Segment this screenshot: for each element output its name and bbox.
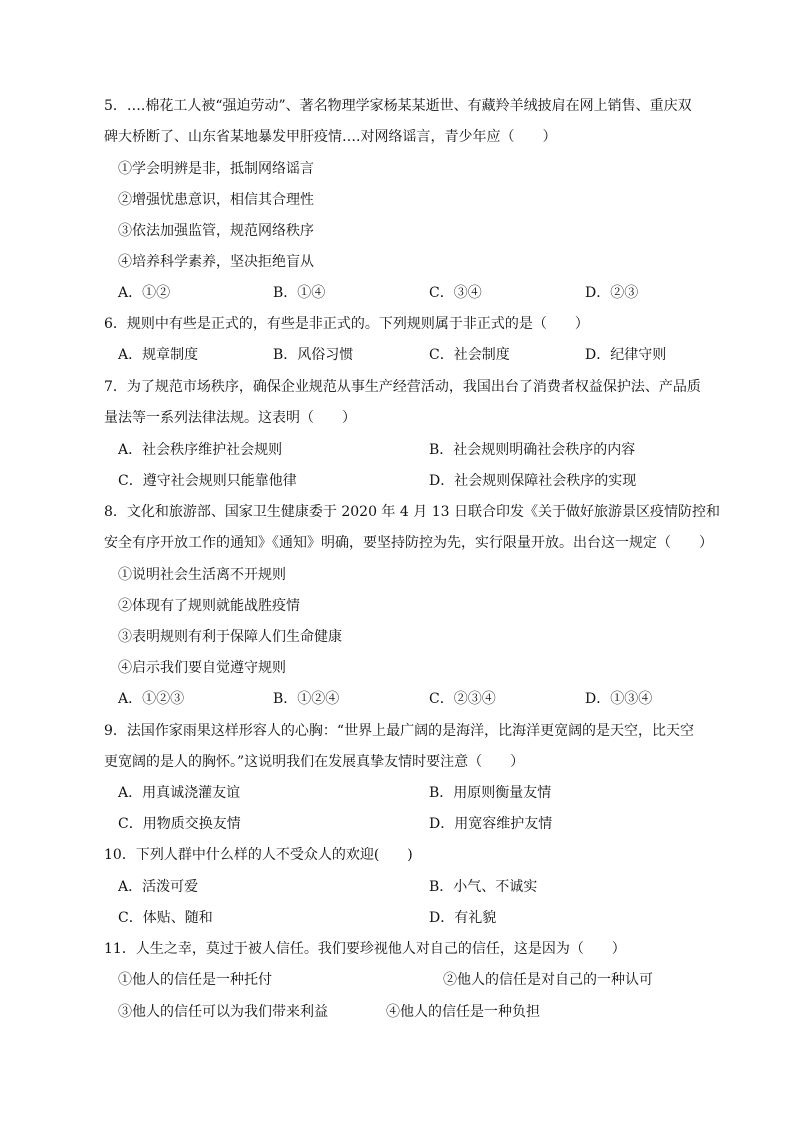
q11-item-4: ④他人的信任是一种负担 — [386, 1004, 540, 1020]
q7-option-d[interactable]: D．社会规则保障社会秩序的实现 — [429, 473, 637, 489]
q11-item-3: ③他人的信任可以为我们带来利益 — [118, 1004, 328, 1020]
q5-option-d[interactable]: D．②③ — [585, 285, 639, 301]
q8-stem-line2: 安全有序开放工作的通知》《通知》明确，要坚持防控为先，实行限量开放。出台这一规定（ ） — [104, 535, 713, 551]
q9-option-d[interactable]: D．用宽容维护友情 — [429, 816, 553, 832]
q7-option-b[interactable]: B．社会规则明确社会秩序的内容 — [429, 442, 636, 458]
q8-stem-line1: 8．文化和旅游部、国家卫生健康委于 2020 年 4 月 13 日联合印发《关于做好旅游景区疫情防控和 — [104, 504, 720, 520]
q8-option-c[interactable]: C．②③④ — [429, 691, 496, 707]
q6-option-d[interactable]: D．纪律守则 — [585, 347, 667, 363]
q11-stem-line1: 11．人生之幸，莫过于被人信任。我们要珍视他人对自己的信任，这是因为（ ） — [104, 941, 626, 957]
q10-stem-line1: 10．下列人群中什么样的人不受众人的欢迎( ) — [104, 847, 413, 863]
q8-item-4: ④启示我们要自觉遵守规则 — [118, 660, 286, 676]
q5-option-b[interactable]: B．①④ — [273, 285, 326, 301]
q11-item-2: ②他人的信任是对自己的一种认可 — [443, 972, 653, 988]
q5-stem-line2: 碑大桥断了、山东省某地暴发甲肝疫情….对网络谣言，青少年应（ ） — [104, 129, 557, 145]
q8-option-d[interactable]: D．①③④ — [585, 691, 653, 707]
q8-option-b[interactable]: B．①②④ — [273, 691, 340, 707]
q8-item-3: ③表明规则有利于保障人们生命健康 — [118, 629, 342, 645]
q9-stem-line1: 9．法国作家雨果这样形容人的心胸：“世界上最广阔的是海洋，比海洋更宽阔的是天空，比天空 — [104, 723, 695, 739]
q8-item-2: ②体现有了规则就能战胜疫情 — [118, 598, 300, 614]
q5-item-2: ②增强忧患意识，相信其合理性 — [118, 192, 314, 208]
q9-option-c[interactable]: C．用物质交换友情 — [118, 816, 241, 832]
q7-option-c[interactable]: C．遵守社会规则只能靠他律 — [118, 473, 297, 489]
q7-stem-line1: 7．为了规范市场秩序，确保企业规范从事生产经营活动，我国出台了消费者权益保护法、产品质 — [104, 379, 701, 395]
q7-stem-line2: 量法等一系列法律法规。这表明（ ） — [104, 410, 356, 426]
q6-option-a[interactable]: A．规章制度 — [118, 347, 199, 363]
q6-option-c[interactable]: C．社会制度 — [429, 347, 510, 363]
q10-option-c[interactable]: C．体贴、随和 — [118, 910, 213, 926]
q10-option-b[interactable]: B．小气、不诚实 — [429, 879, 538, 895]
q11-item-1: ①他人的信任是一种托付 — [118, 972, 272, 988]
q5-stem-line1: 5．….棉花工人被“强迫劳动”、著名物理学家杨某某逝世、有藏羚羊绒披肩在网上销售、重庆双 — [104, 98, 692, 114]
q7-option-a[interactable]: A．社会秩序维护社会规则 — [118, 442, 283, 458]
q5-item-3: ③依法加强监管，规范网络秩序 — [118, 223, 314, 239]
q10-option-d[interactable]: D．有礼貌 — [429, 910, 497, 926]
q5-option-a[interactable]: A．①② — [118, 285, 171, 301]
q5-item-1: ①学会明辨是非，抵制网络谣言 — [118, 161, 314, 177]
q5-item-4: ④培养科学素养，坚决拒绝盲从 — [118, 254, 314, 270]
q9-stem-line2: 更宽阔的是人的胸怀。”这说明我们在发展真挚友情时要注意（ ） — [104, 754, 525, 770]
q6-stem-line1: 6．规则中有些是正式的，有些是非正式的。下列规则属于非正式的是（ ） — [104, 316, 589, 332]
q10-option-a[interactable]: A．活泼可爱 — [118, 879, 199, 895]
q5-option-c[interactable]: C．③④ — [429, 285, 482, 301]
q6-option-b[interactable]: B．风俗习惯 — [273, 347, 354, 363]
q9-option-a[interactable]: A．用真诚浇灌友谊 — [118, 785, 241, 801]
q9-option-b[interactable]: B．用原则衡量友情 — [429, 785, 552, 801]
q8-option-a[interactable]: A．①②③ — [118, 691, 185, 707]
q8-item-1: ①说明社会生活离不开规则 — [118, 567, 286, 583]
